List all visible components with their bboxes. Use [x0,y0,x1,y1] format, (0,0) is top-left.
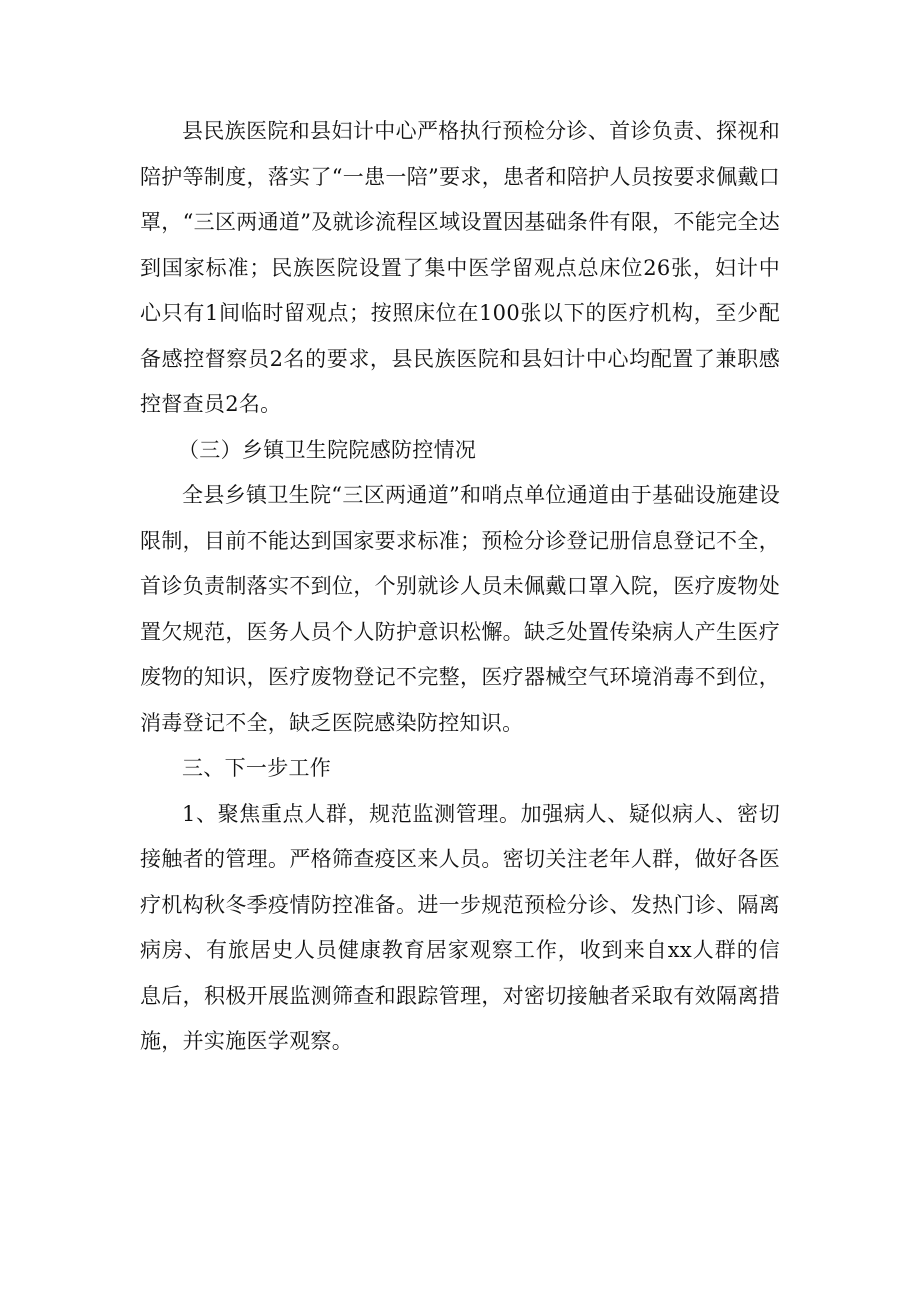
paragraph-next-step-1: 1、聚焦重点人群，规范监测管理。加强病人、疑似病人、密切接触者的管理。严格筛查疫区来人员。密切关注老年人群，做好各医疗机构秋冬季疫情防控准备。进一步规范预检分诊、发热门诊、隔离病房、有旅居史人员健康教育居家观察工作，收到来自xx人群的信息后，积极开展监测筛查和跟踪管理，对密切接触者采取有效隔离措施，并实施医学观察。 [140,801,780,1053]
section-heading-next-steps: 三、下一步工作 [182,756,332,780]
paragraph-township-hospitals: 全县乡镇卫生院“三区两通道”和哨点单位通道由于基础设施建设限制，目前不能达到国家要求标准；预检分诊登记册信息登记不全，首诊负责制落实不到位，个别就诊人员未佩戴口罩入院，医疗废物处置欠规范，医务人员个人防护意识松懈。缺乏处置传染病人产生医疗废物的知识，医疗废物登记不完整，医疗器械空气环境消毒不到位，消毒登记不全，缺乏医院感染防控知识。 [140,483,780,735]
paragraph-county-hospitals: 县民族医院和县妇计中心严格执行预检分诊、首诊负责、探视和陪护等制度，落实了“一患一陪”要求，患者和陪护人员按要求佩戴口罩，“三区两通道”及就诊流程区域设置因基础条件有限，不能完全达到国家标准；民族医院设置了集中医学留观点总床位26张，妇计中心只有1间临时留观点；按照床位在100张以下的医疗机构，至少配备感控督察员2名的要求，县民族医院和县妇计中心均配置了兼职感控督查员2名。 [140,119,780,416]
section-heading-township-hospitals: （三）乡镇卫生院院感防控情况 [178,437,477,462]
document-body [140,109,780,1065]
